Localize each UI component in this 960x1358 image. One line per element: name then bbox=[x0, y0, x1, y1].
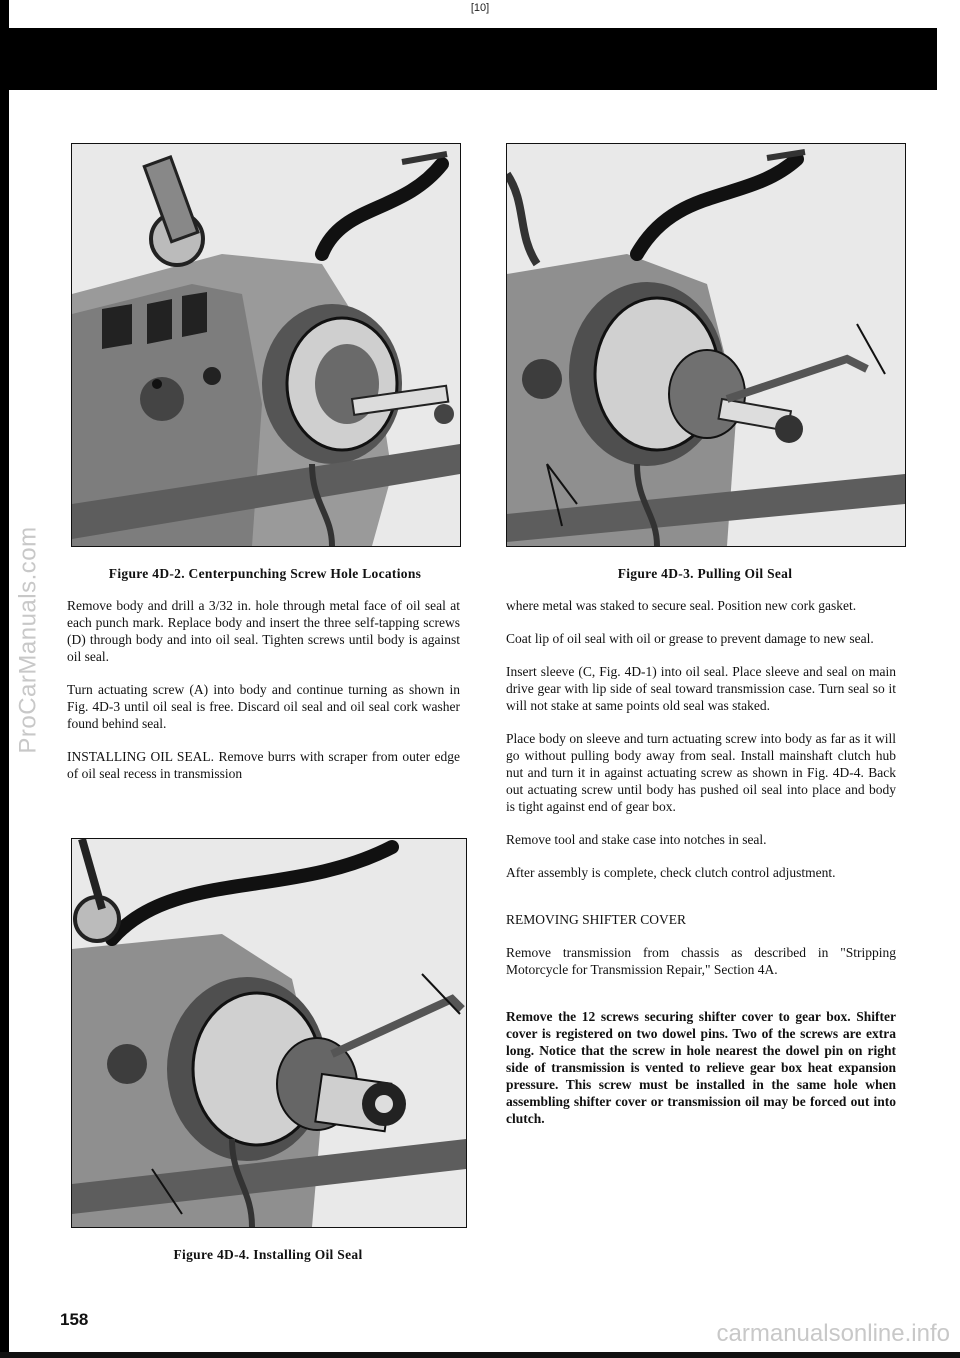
paragraph-drill-holes: Remove body and drill a 3/32 in. hole through metal face of oil seal at each punch mark. Replace body and insert the three self-tapping screws (D) through body and into oil seal. Tighten screws until body is against oil seal. bbox=[67, 598, 460, 664]
figure-4d-2-caption: Figure 4D-2. Centerpunching Screw Hole Locations bbox=[108, 566, 422, 581]
figure-4d-3-caption: Figure 4D-3. Pulling Oil Seal bbox=[617, 566, 793, 581]
paragraph-insert-sleeve: Insert sleeve (C, Fig. 4D-1) into oil seal. Place sleeve and seal on main drive gear with lip side of seal toward transmission case. Turn seal so it will not stake at same points old seal was staked. bbox=[506, 664, 896, 713]
left-text-column bbox=[67, 597, 460, 798]
right-text-column bbox=[506, 597, 896, 1143]
figure-4d-3-photo bbox=[506, 143, 906, 547]
oil-seal-puller-illustration bbox=[507, 144, 905, 546]
bottom-rule bbox=[0, 1352, 960, 1358]
paragraph-remove-tool: Remove tool and stake case into notches in seal. bbox=[506, 832, 767, 847]
side-watermark bbox=[12, 520, 46, 760]
paragraph-check-clutch: After assembly is complete, check clutch control adjustment. bbox=[506, 865, 836, 880]
figure-4d-4-photo bbox=[71, 838, 467, 1228]
page-number: 158 bbox=[60, 1310, 89, 1329]
paragraph-position-gasket: where metal was staked to secure seal. Position new cork gasket. bbox=[506, 598, 857, 613]
paragraph-remove-screws: Remove the 12 screws securing shifter cover to gear box. Shifter cover is registered on two dowel pins. Two of the screws are extra long. Notice that the screw in hole nearest the dowel pin on right side of transmission is vented to relieve gear box heat expansion pressure. This screw must be installed in the same hole when assembling shifter cover or transmission oil may be forced out into clutch. bbox=[506, 1009, 896, 1126]
oil-seal-installer-illustration bbox=[72, 839, 466, 1227]
section-heading-removing-shifter-cover: REMOVING SHIFTER COVER bbox=[506, 912, 687, 927]
left-margin-rule bbox=[0, 0, 9, 1358]
figure-4d-2-photo bbox=[71, 143, 461, 547]
paragraph-installing-oil-seal: INSTALLING OIL SEAL. Remove burrs with scraper from outer edge of oil seal recess in transmission bbox=[67, 749, 460, 781]
transmission-centerpunch-illustration bbox=[72, 144, 460, 546]
paragraph-place-body: Place body on sleeve and turn actuating screw into body as far as it will go without pulling body away from seal. Install mainshaft clutch hub nut and turn it in against actuating screw as shown in Fig. 4D-4. Back out actuating screw until body has pushed oil seal into place and body is tight against end of gear box. bbox=[506, 731, 896, 814]
paragraph-turn-actuating-screw: Turn actuating screw (A) into body and continue turning as shown in Fig. 4D-3 until oil seal is free. Discard oil seal and oil seal cork washer found behind seal. bbox=[67, 682, 460, 731]
bottom-watermark: carmanualsonline.info bbox=[716, 1320, 950, 1347]
header-band bbox=[9, 28, 937, 90]
page-reference: [10] bbox=[470, 2, 490, 14]
side-watermark-text: ProCarManuals.com bbox=[15, 526, 42, 754]
figure-4d-4-caption: Figure 4D-4. Installing Oil Seal bbox=[173, 1247, 363, 1262]
paragraph-coat-lip: Coat lip of oil seal with oil or grease to prevent damage to new seal. bbox=[506, 631, 874, 646]
paragraph-remove-transmission: Remove transmission from chassis as described in "Stripping Motorcycle for Transmission Repair," Section 4A. bbox=[506, 945, 896, 977]
